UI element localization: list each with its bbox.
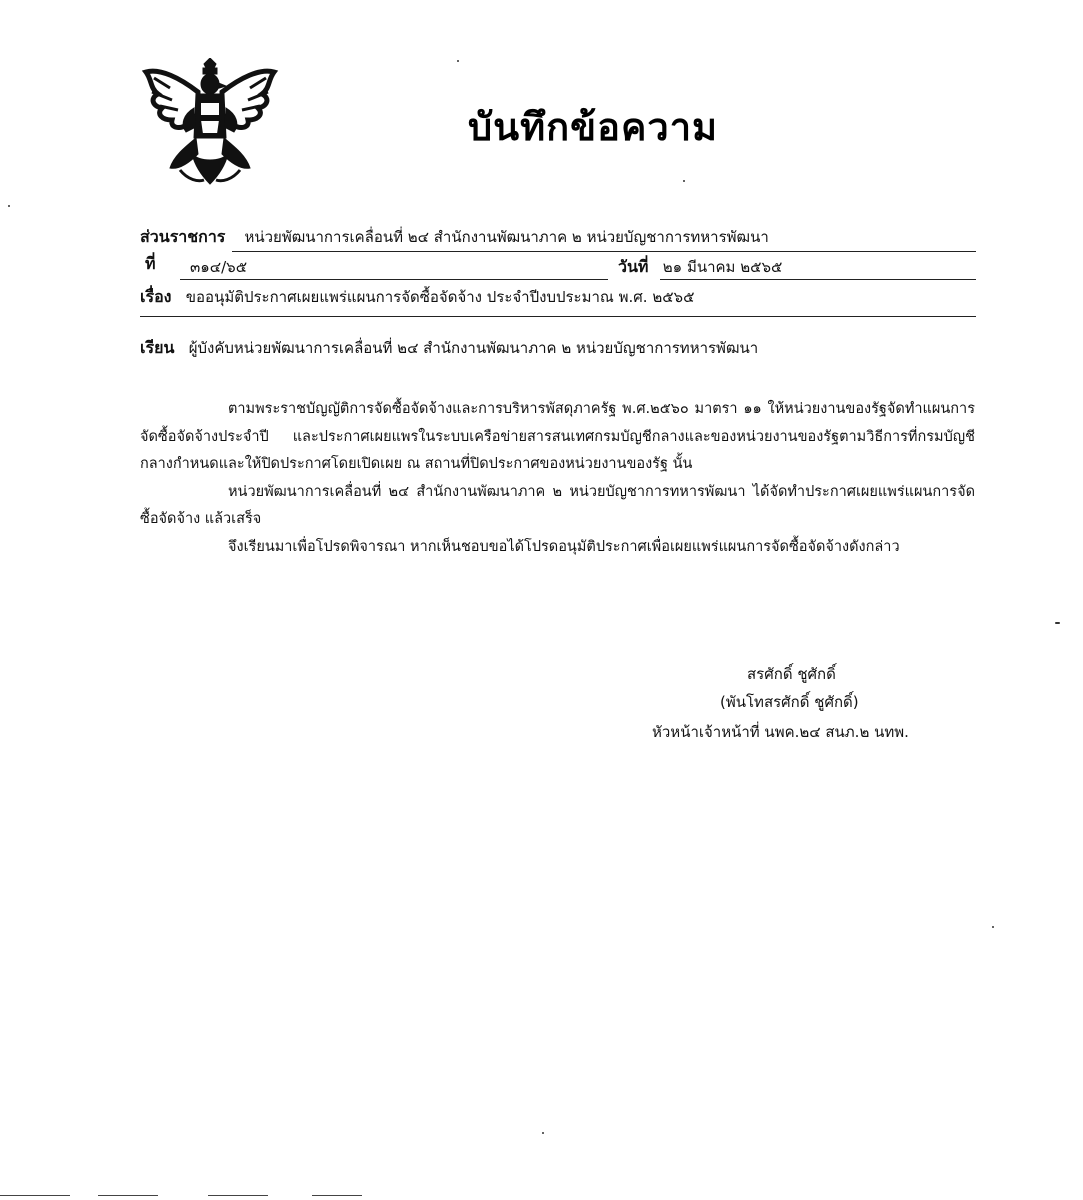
scan-speck [8,205,10,207]
scan-speck [542,1132,544,1134]
scan-edge-line [98,1195,158,1196]
scan-speck [1055,622,1060,624]
date-label: วันที่ [618,257,649,276]
department-label: ส่วนราชการ [140,227,226,246]
body-paragraph-1: ตามพระราชบัญญัติการจัดซื้อจัดจ้างและการบริหารพัสดุภาครัฐ พ.ศ.๒๕๖๐ มาตรา ๑๑ ให้หน่วยงานของรัฐจัดทำแผนการจัดซื้อจัดจ้างประจำปี และประกาศเผยแพรในระบบเครือข่ายสารสนเทศกรมบัญชีกลางและของหน่วยงานของรัฐตามวิธีการที่กรมบัญชีกลางกำหนดและให้ปิดประกาศโดยเปิดเผย ณ สถานที่ปิดประกาศของหน่วยงานของรัฐ นั้น [140,401,975,472]
scan-speck [683,180,685,182]
scan-edge-line [312,1195,362,1196]
signature: สรศักดิ์ ชูศักดิ์ [747,665,836,683]
date-row [618,255,782,280]
ref-label: ที่ [145,254,156,273]
scan-speck [992,926,994,928]
salutation-row [140,336,758,361]
date-value: ๒๑ มีนาคม ๒๕๖๕ [662,258,783,276]
signer-position: หัวหน้าเจ้าหน้าที่ นพค.๒๔ สนภ.๒ นทพ. [652,723,909,741]
garuda-emblem-icon [140,58,280,186]
salutation-value: ผู้บังคับหน่วยพัฒนาการเคลื่อนที่ ๒๔ สำนักงานพัฒนาภาค ๒ หน่วยบัญชาการทหารพัฒนา [188,339,759,357]
scan-speck [457,60,459,62]
memo-title: บันทึกข้อความ [468,105,719,149]
department-underline [232,251,976,252]
memo-body [140,396,975,561]
ref-value: ๓๑๔/๖๕ [190,258,248,276]
body-paragraph-2: หน่วยพัฒนาการเคลื่อนที่ ๒๔ สำนักงานพัฒนาภาค ๒ หน่วยบัญชาการทหารพัฒนา ได้จัดทำประกาศเผยแพร่แผนการจัดซื้อจัดจ้าง แล้วเสร็จ [140,483,975,527]
department-row [140,225,769,250]
subject-row [140,285,694,310]
body-paragraph-3: จึงเรียนมาเพื่อโปรดพิจารณา หากเห็นชอบขอได้โปรดอนุมัติประกาศเพื่อเผยแพร่แผนการจัดซื้อจัดจ้างดังกล่าว [228,538,900,555]
signer-name: (พันโทสรศักดิ์ ชูศักดิ์) [720,693,859,711]
scan-edge-line [208,1195,268,1196]
scan-edge-line [0,1195,70,1196]
subject-label: เรื่อง [140,287,172,306]
ref-underline [180,279,608,280]
subject-value: ขออนุมัติประกาศเผยแพร่แผนการจัดซื้อจัดจ้าง ประจำปีงบประมาณ พ.ศ. ๒๕๖๕ [185,288,695,306]
date-underline [660,279,976,280]
subject-underline [140,316,976,317]
department-value: หน่วยพัฒนาการเคลื่อนที่ ๒๔ สำนักงานพัฒนาภาค ๒ หน่วยบัญชาการทหารพัฒนา [244,228,769,246]
salutation-label: เรียน [140,338,175,357]
